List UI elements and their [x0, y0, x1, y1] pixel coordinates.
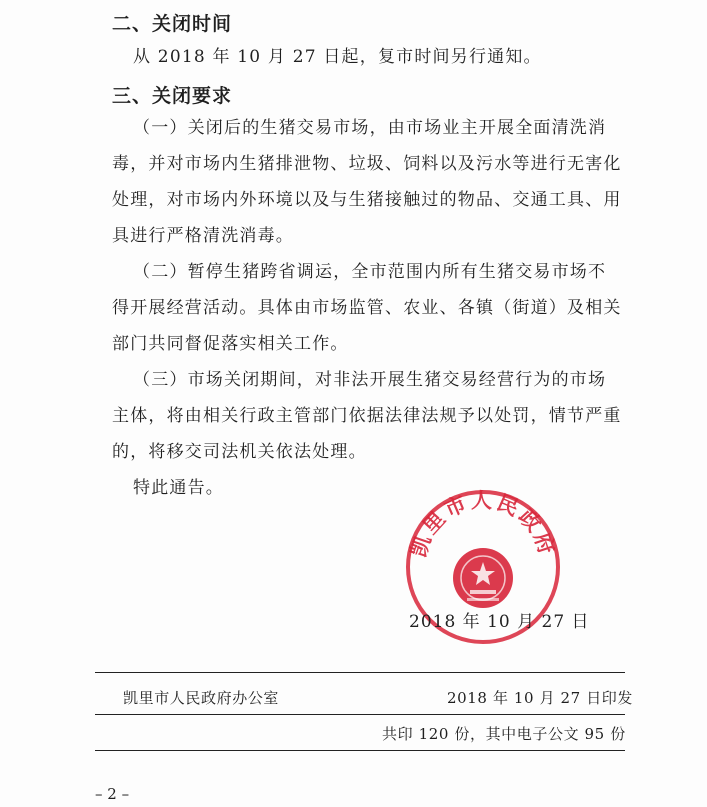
footer-rule-bottom [95, 750, 625, 751]
closing-time-text: 从 2018 年 10 月 27 日起，复市时间另行通知。 [133, 47, 542, 67]
footer-rule-middle [95, 714, 625, 715]
item1-line: 具进行严格清洗消毒。 [112, 226, 294, 246]
item1-line: 处理，对市场内外环境以及与生猪接触过的物品、交通工具、用 [112, 190, 622, 210]
item2-line: 得开展经营活动。具体由市场监管、农业、各镇（街道）及相关 [112, 298, 622, 318]
national-emblem-icon [453, 548, 513, 608]
footer-rule-top [95, 672, 625, 673]
signing-date: 2018 年 10 月 27 日 [409, 612, 590, 632]
section-heading-closing-requirements: 三、关闭要求 [112, 85, 233, 107]
item3-line: 主体，将由相关行政主管部门依据法律法规予以处罚，情节严重 [112, 406, 622, 426]
item2-line: 部门共同督促落实相关工作。 [112, 334, 349, 354]
seal-text: 凯里市人民政府 [406, 488, 560, 561]
section-heading-closing-time: 二、关闭时间 [112, 13, 233, 35]
item2-line: （二）暂停生猪跨省调运，全市范围内所有生猪交易市场不 [133, 262, 607, 282]
item3-line: （三）市场关闭期间，对非法开展生猪交易经营行为的市场 [133, 370, 607, 390]
issue-date: 2018 年 10 月 27 日印发 [447, 689, 633, 707]
issuing-office: 凯里市人民政府办公室 [123, 689, 280, 707]
copies-printed: 共印 120 份，其中电子公文 95 份 [382, 725, 626, 743]
item1-line: 毒，并对市场内生猪排泄物、垃圾、饲料以及污水等进行无害化 [112, 154, 622, 174]
item3-line: 的，将移交司法机关依法处理。 [112, 442, 367, 462]
item1-line: （一）关闭后的生猪交易市场，由市场业主开展全面清洗消 [133, 118, 607, 138]
page-number: – 2 – [95, 785, 130, 803]
closing-text: 特此通告。 [133, 478, 224, 498]
